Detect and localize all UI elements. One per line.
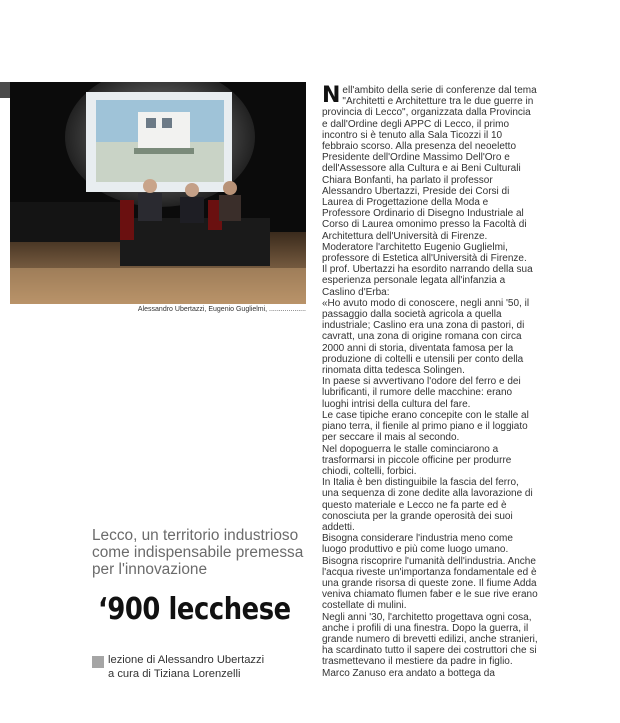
conference-photo-illustration <box>10 82 306 304</box>
body-paragraph: Bisogna considerare l'industria meno come luogo produttivo e più come luogo umano. Bisogna riscoprire l'umanità dell'industria. Anche l'acqua riveste un'importanza fondamentale ed è una grande risorsa di queste zone. Il fiume Adda veniva chiamato flumen faber e le sue rive erano costellate di mulini. <box>322 533 538 612</box>
body-paragraph: In Italia è ben distinguibile la fascia del ferro, una sequenza di zone dedite alla lavorazione di questo materiale e Lecco ne fa parte ed è conosciuta per la grande operosità dei suoi addetti. <box>322 477 533 533</box>
body-paragraph: Marco Zanuso era andato a bottega da <box>322 667 495 679</box>
article-title: ‘900 lecchese <box>98 592 291 627</box>
body-paragraph: Negli anni '30, l'architetto progettava ogni cosa, anche i profili di una finestra. Dopo la guerra, il grande numero di brevetti edilizi, anche stranieri, ha scardinato tutto il sapere dei costruttori che si trasmettevano il mestiere da padre in figlio. <box>322 611 538 668</box>
article-body <box>322 85 538 679</box>
body-paragraph: Nel dopoguerra le stalle cominciarono a trasformarsi in piccole officine per produrre chiodi, coltelli, forbici. <box>322 443 512 477</box>
dropcap: N <box>322 83 341 108</box>
body-paragraph: Le case tipiche erano concepite con le stalle al piano terra, il fienile al primo piano e il loggiato per seccare il mais al secondo. <box>322 409 529 444</box>
body-intro-text: ell'ambito della serie di conferenze dal tema "Architetti e Architetture tra le due guerre in provincia di Lecco", organizzata dalla Provincia e dall'Ordine degli APPC di Lecco, il primo incontro si è tenuto alla Sala Ticozzi il 10 febbraio scorso. Alla presenza del neoeletto Presidente dell'Ordine Massimo Dell'Oro e dell'Assessore alla Cultura e ai Beni Culturali Chiara Bonfanti, ha parlato il professor Alessandro Ubertazzi, Preside dei Corsi di Laurea di Progettazione della Moda e Professore Ordinario di Disegno Industriale al Corso di Laurea omonimo presso la Facoltà di Architettura dell'Università di Firenze. Moderatore l'architetto Eugenio Guglielmi, professore di Estetica all'Università di Firenze. <box>322 85 537 265</box>
body-paragraph: In paese si avvertivano l'odore del ferro e dei lubrificanti, il rumore delle macchine: erano luoghi intrisi della cultura del fare. <box>322 376 521 410</box>
body-intro <box>322 85 538 264</box>
conference-photo <box>10 82 306 304</box>
article-subtitle: Lecco, un territorio industrioso come indispensabile premessa per l'innovazione <box>92 527 304 578</box>
credit-editor: a cura di Tiziana Lorenzelli <box>108 667 241 680</box>
article-credit <box>108 654 264 681</box>
credit-lecture: lezione di Alessandro Ubertazzi <box>108 654 265 666</box>
photo-caption: Alessandro Ubertazzi, Eugenio Guglielmi, ................... <box>137 306 306 313</box>
body-paragraph: Il prof. Ubertazzi ha esordito narrando della sua esperienza personale legata all'infanzia a Caslino d'Erba: <box>322 264 533 298</box>
credit-square <box>92 656 104 668</box>
body-paragraph: «Ho avuto modo di conoscere, negli anni '50, il passaggio dalla società agricola a quella industriale; Caslino era una zona di pastori, di cavratt, una zona di origine romana con circa 2000 anni di storia, diventata famosa per la produzione di coltelli e utensili per conto della rinomata ditta tedesca Solingen. <box>322 297 530 377</box>
